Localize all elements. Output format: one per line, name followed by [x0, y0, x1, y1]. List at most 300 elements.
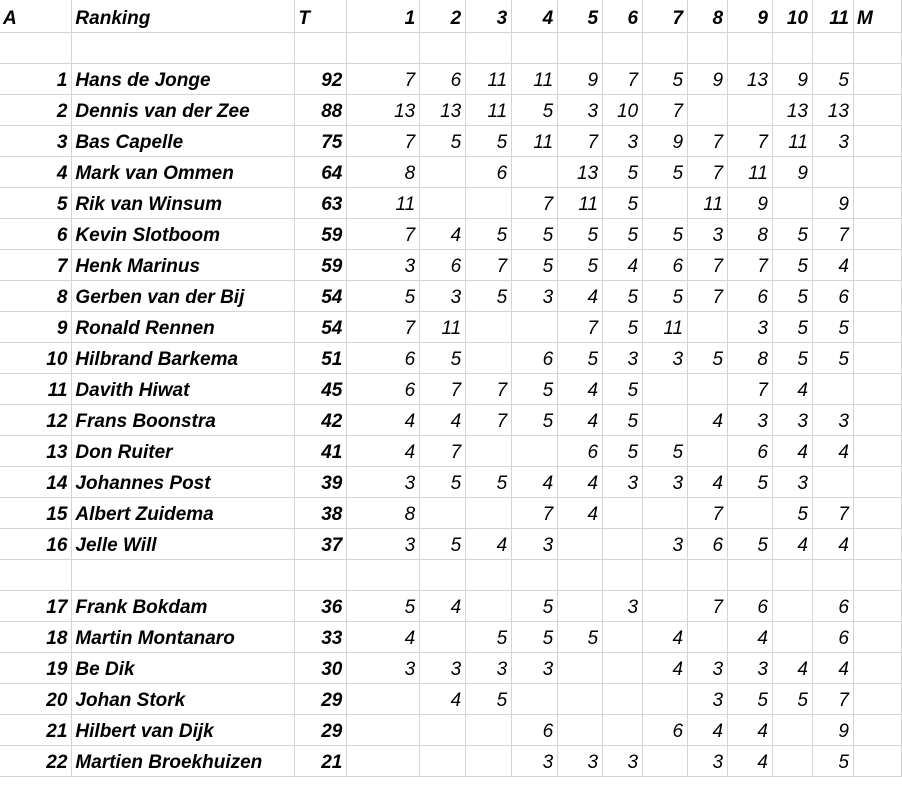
- header-round-cell[interactable]: 1: [347, 0, 420, 32]
- header-rank-cell[interactable]: A: [0, 0, 72, 32]
- round-score-cell[interactable]: [558, 652, 603, 683]
- round-score-cell[interactable]: 5: [466, 280, 512, 311]
- round-score-cell[interactable]: 5: [812, 63, 853, 94]
- round-score-cell[interactable]: 7: [466, 249, 512, 280]
- round-score-cell[interactable]: 5: [773, 249, 813, 280]
- round-score-cell[interactable]: 5: [603, 280, 643, 311]
- round-score-cell[interactable]: 3: [558, 745, 603, 776]
- round-score-cell[interactable]: 3: [347, 652, 420, 683]
- round-score-cell[interactable]: [603, 621, 643, 652]
- total-cell[interactable]: 51: [295, 342, 347, 373]
- round-score-cell[interactable]: 3: [603, 745, 643, 776]
- round-score-cell[interactable]: 5: [512, 249, 558, 280]
- header-round-cell[interactable]: 3: [466, 0, 512, 32]
- round-score-cell[interactable]: [512, 683, 558, 714]
- round-score-cell[interactable]: [603, 497, 643, 528]
- round-score-cell[interactable]: 5: [512, 373, 558, 404]
- total-cell[interactable]: 29: [295, 683, 347, 714]
- empty-cell[interactable]: [773, 559, 813, 590]
- empty-cell[interactable]: [420, 559, 466, 590]
- round-score-cell[interactable]: 4: [347, 621, 420, 652]
- header-round-cell[interactable]: 11: [812, 0, 853, 32]
- round-score-cell[interactable]: 9: [643, 125, 688, 156]
- round-score-cell[interactable]: [643, 683, 688, 714]
- rank-cell[interactable]: 20: [0, 683, 72, 714]
- rank-cell[interactable]: 12: [0, 404, 72, 435]
- empty-cell[interactable]: [812, 559, 853, 590]
- rank-cell[interactable]: 6: [0, 218, 72, 249]
- empty-cell[interactable]: [853, 497, 901, 528]
- empty-cell[interactable]: [853, 466, 901, 497]
- player-name-cell[interactable]: Don Ruiter: [72, 435, 295, 466]
- empty-cell[interactable]: [853, 652, 901, 683]
- round-score-cell[interactable]: 5: [728, 466, 773, 497]
- round-score-cell[interactable]: 7: [466, 373, 512, 404]
- round-score-cell[interactable]: 5: [688, 342, 728, 373]
- total-cell[interactable]: 33: [295, 621, 347, 652]
- round-score-cell[interactable]: [420, 497, 466, 528]
- round-score-cell[interactable]: 4: [688, 404, 728, 435]
- round-score-cell[interactable]: 3: [643, 528, 688, 559]
- round-score-cell[interactable]: 5: [558, 218, 603, 249]
- round-score-cell[interactable]: 13: [773, 94, 813, 125]
- player-name-cell[interactable]: Henk Marinus: [72, 249, 295, 280]
- round-score-cell[interactable]: 4: [558, 466, 603, 497]
- round-score-cell[interactable]: 5: [643, 156, 688, 187]
- round-score-cell[interactable]: [558, 683, 603, 714]
- round-score-cell[interactable]: 4: [347, 435, 420, 466]
- round-score-cell[interactable]: 6: [812, 280, 853, 311]
- round-score-cell[interactable]: [603, 683, 643, 714]
- round-score-cell[interactable]: 11: [512, 63, 558, 94]
- round-score-cell[interactable]: 5: [773, 218, 813, 249]
- header-round-cell[interactable]: 7: [643, 0, 688, 32]
- round-score-cell[interactable]: 5: [603, 156, 643, 187]
- round-score-cell[interactable]: 7: [558, 311, 603, 342]
- round-score-cell[interactable]: 3: [773, 466, 813, 497]
- round-score-cell[interactable]: 7: [728, 125, 773, 156]
- round-score-cell[interactable]: [466, 187, 512, 218]
- round-score-cell[interactable]: 4: [728, 714, 773, 745]
- header-round-cell[interactable]: 8: [688, 0, 728, 32]
- empty-cell[interactable]: [72, 559, 295, 590]
- round-score-cell[interactable]: 4: [558, 280, 603, 311]
- rank-cell[interactable]: 17: [0, 590, 72, 621]
- empty-cell[interactable]: [728, 559, 773, 590]
- total-cell[interactable]: 64: [295, 156, 347, 187]
- header-name-cell[interactable]: Ranking: [72, 0, 295, 32]
- round-score-cell[interactable]: 5: [603, 404, 643, 435]
- player-name-cell[interactable]: Davith Hiwat: [72, 373, 295, 404]
- rank-cell[interactable]: 18: [0, 621, 72, 652]
- round-score-cell[interactable]: 8: [347, 156, 420, 187]
- round-score-cell[interactable]: 4: [773, 435, 813, 466]
- round-score-cell[interactable]: 3: [558, 94, 603, 125]
- total-cell[interactable]: 54: [295, 311, 347, 342]
- empty-cell[interactable]: [688, 32, 728, 63]
- empty-cell[interactable]: [853, 218, 901, 249]
- round-score-cell[interactable]: 11: [466, 63, 512, 94]
- round-score-cell[interactable]: [812, 466, 853, 497]
- round-score-cell[interactable]: 4: [773, 652, 813, 683]
- round-score-cell[interactable]: 4: [466, 528, 512, 559]
- round-score-cell[interactable]: 3: [812, 404, 853, 435]
- round-score-cell[interactable]: 3: [512, 280, 558, 311]
- round-score-cell[interactable]: 6: [512, 342, 558, 373]
- round-score-cell[interactable]: 5: [812, 745, 853, 776]
- total-cell[interactable]: 39: [295, 466, 347, 497]
- round-score-cell[interactable]: 5: [773, 497, 813, 528]
- header-last-cell[interactable]: M: [853, 0, 901, 32]
- round-score-cell[interactable]: [466, 342, 512, 373]
- empty-cell[interactable]: [643, 32, 688, 63]
- round-score-cell[interactable]: 5: [812, 311, 853, 342]
- round-score-cell[interactable]: 7: [688, 590, 728, 621]
- round-score-cell[interactable]: 4: [420, 683, 466, 714]
- round-score-cell[interactable]: [558, 528, 603, 559]
- rank-cell[interactable]: 22: [0, 745, 72, 776]
- round-score-cell[interactable]: [643, 404, 688, 435]
- round-score-cell[interactable]: 5: [643, 63, 688, 94]
- player-name-cell[interactable]: Hilbert van Dijk: [72, 714, 295, 745]
- round-score-cell[interactable]: 4: [558, 373, 603, 404]
- round-score-cell[interactable]: [466, 435, 512, 466]
- empty-cell[interactable]: [853, 125, 901, 156]
- round-score-cell[interactable]: 7: [688, 156, 728, 187]
- round-score-cell[interactable]: [773, 590, 813, 621]
- empty-cell[interactable]: [853, 94, 901, 125]
- round-score-cell[interactable]: 13: [812, 94, 853, 125]
- round-score-cell[interactable]: 5: [512, 404, 558, 435]
- round-score-cell[interactable]: 3: [812, 125, 853, 156]
- player-name-cell[interactable]: Johan Stork: [72, 683, 295, 714]
- round-score-cell[interactable]: 5: [558, 621, 603, 652]
- total-cell[interactable]: 54: [295, 280, 347, 311]
- round-score-cell[interactable]: 4: [643, 621, 688, 652]
- round-score-cell[interactable]: 5: [466, 621, 512, 652]
- round-score-cell[interactable]: [466, 745, 512, 776]
- round-score-cell[interactable]: 7: [603, 63, 643, 94]
- round-score-cell[interactable]: [728, 497, 773, 528]
- round-score-cell[interactable]: 13: [347, 94, 420, 125]
- round-score-cell[interactable]: 4: [812, 249, 853, 280]
- player-name-cell[interactable]: Gerben van der Bij: [72, 280, 295, 311]
- round-score-cell[interactable]: 5: [466, 125, 512, 156]
- empty-cell[interactable]: [72, 32, 295, 63]
- empty-cell[interactable]: [853, 249, 901, 280]
- round-score-cell[interactable]: 5: [420, 125, 466, 156]
- round-score-cell[interactable]: 11: [466, 94, 512, 125]
- player-name-cell[interactable]: Hilbrand Barkema: [72, 342, 295, 373]
- round-score-cell[interactable]: 5: [603, 218, 643, 249]
- round-score-cell[interactable]: 4: [812, 652, 853, 683]
- round-score-cell[interactable]: 4: [812, 435, 853, 466]
- round-score-cell[interactable]: 3: [728, 652, 773, 683]
- round-score-cell[interactable]: 9: [812, 714, 853, 745]
- round-score-cell[interactable]: 11: [728, 156, 773, 187]
- round-score-cell[interactable]: [688, 435, 728, 466]
- round-score-cell[interactable]: 7: [688, 125, 728, 156]
- round-score-cell[interactable]: 7: [812, 218, 853, 249]
- round-score-cell[interactable]: 6: [728, 590, 773, 621]
- round-score-cell[interactable]: [812, 373, 853, 404]
- round-score-cell[interactable]: 3: [420, 652, 466, 683]
- round-score-cell[interactable]: 8: [728, 342, 773, 373]
- empty-cell[interactable]: [643, 559, 688, 590]
- empty-cell[interactable]: [812, 32, 853, 63]
- round-score-cell[interactable]: 4: [558, 404, 603, 435]
- round-score-cell[interactable]: 5: [347, 590, 420, 621]
- round-score-cell[interactable]: 5: [603, 187, 643, 218]
- round-score-cell[interactable]: [773, 187, 813, 218]
- round-score-cell[interactable]: 4: [773, 528, 813, 559]
- empty-cell[interactable]: [295, 559, 347, 590]
- round-score-cell[interactable]: [466, 497, 512, 528]
- round-score-cell[interactable]: 10: [603, 94, 643, 125]
- rank-cell[interactable]: 11: [0, 373, 72, 404]
- round-score-cell[interactable]: 13: [728, 63, 773, 94]
- header-round-cell[interactable]: 6: [603, 0, 643, 32]
- round-score-cell[interactable]: 5: [728, 528, 773, 559]
- round-score-cell[interactable]: [728, 94, 773, 125]
- rank-cell[interactable]: 5: [0, 187, 72, 218]
- rank-cell[interactable]: 16: [0, 528, 72, 559]
- empty-cell[interactable]: [512, 32, 558, 63]
- round-score-cell[interactable]: 6: [812, 621, 853, 652]
- round-score-cell[interactable]: 7: [688, 280, 728, 311]
- round-score-cell[interactable]: 6: [728, 435, 773, 466]
- round-score-cell[interactable]: 5: [603, 311, 643, 342]
- rank-cell[interactable]: 4: [0, 156, 72, 187]
- empty-cell[interactable]: [420, 32, 466, 63]
- header-round-cell[interactable]: 5: [558, 0, 603, 32]
- round-score-cell[interactable]: 7: [728, 249, 773, 280]
- round-score-cell[interactable]: 4: [773, 373, 813, 404]
- round-score-cell[interactable]: 6: [728, 280, 773, 311]
- round-score-cell[interactable]: 3: [603, 466, 643, 497]
- round-score-cell[interactable]: 3: [603, 342, 643, 373]
- player-name-cell[interactable]: Dennis van der Zee: [72, 94, 295, 125]
- round-score-cell[interactable]: [773, 714, 813, 745]
- round-score-cell[interactable]: 7: [688, 249, 728, 280]
- round-score-cell[interactable]: 4: [688, 714, 728, 745]
- total-cell[interactable]: 45: [295, 373, 347, 404]
- empty-cell[interactable]: [603, 32, 643, 63]
- rank-cell[interactable]: 10: [0, 342, 72, 373]
- round-score-cell[interactable]: 4: [347, 404, 420, 435]
- round-score-cell[interactable]: 3: [603, 590, 643, 621]
- empty-cell[interactable]: [853, 590, 901, 621]
- player-name-cell[interactable]: Be Dik: [72, 652, 295, 683]
- round-score-cell[interactable]: 11: [688, 187, 728, 218]
- total-cell[interactable]: 41: [295, 435, 347, 466]
- player-name-cell[interactable]: Hans de Jonge: [72, 63, 295, 94]
- round-score-cell[interactable]: 9: [812, 187, 853, 218]
- empty-cell[interactable]: [558, 559, 603, 590]
- empty-cell[interactable]: [853, 404, 901, 435]
- total-cell[interactable]: 21: [295, 745, 347, 776]
- round-score-cell[interactable]: 6: [643, 249, 688, 280]
- round-score-cell[interactable]: 5: [558, 342, 603, 373]
- rank-cell[interactable]: 9: [0, 311, 72, 342]
- empty-cell[interactable]: [853, 683, 901, 714]
- round-score-cell[interactable]: 5: [643, 435, 688, 466]
- round-score-cell[interactable]: [347, 683, 420, 714]
- empty-cell[interactable]: [347, 559, 420, 590]
- empty-cell[interactable]: [688, 559, 728, 590]
- round-score-cell[interactable]: 5: [512, 590, 558, 621]
- round-score-cell[interactable]: 9: [773, 156, 813, 187]
- round-score-cell[interactable]: 11: [347, 187, 420, 218]
- round-score-cell[interactable]: 3: [512, 652, 558, 683]
- empty-cell[interactable]: [0, 559, 72, 590]
- round-score-cell[interactable]: 3: [420, 280, 466, 311]
- round-score-cell[interactable]: [812, 156, 853, 187]
- header-round-cell[interactable]: 2: [420, 0, 466, 32]
- empty-cell[interactable]: [853, 32, 901, 63]
- round-score-cell[interactable]: 6: [420, 63, 466, 94]
- round-score-cell[interactable]: 5: [466, 466, 512, 497]
- round-score-cell[interactable]: 3: [688, 652, 728, 683]
- round-score-cell[interactable]: 5: [728, 683, 773, 714]
- round-score-cell[interactable]: 7: [688, 497, 728, 528]
- round-score-cell[interactable]: [420, 156, 466, 187]
- round-score-cell[interactable]: 5: [420, 342, 466, 373]
- round-score-cell[interactable]: 9: [728, 187, 773, 218]
- round-score-cell[interactable]: 3: [688, 218, 728, 249]
- total-cell[interactable]: 37: [295, 528, 347, 559]
- empty-cell[interactable]: [853, 745, 901, 776]
- round-score-cell[interactable]: 7: [347, 63, 420, 94]
- total-cell[interactable]: 63: [295, 187, 347, 218]
- total-cell[interactable]: 29: [295, 714, 347, 745]
- round-score-cell[interactable]: [420, 714, 466, 745]
- rank-cell[interactable]: 7: [0, 249, 72, 280]
- round-score-cell[interactable]: 3: [688, 745, 728, 776]
- empty-cell[interactable]: [853, 311, 901, 342]
- round-score-cell[interactable]: 7: [347, 218, 420, 249]
- empty-cell[interactable]: [728, 32, 773, 63]
- round-score-cell[interactable]: [420, 745, 466, 776]
- round-score-cell[interactable]: [688, 94, 728, 125]
- total-cell[interactable]: 92: [295, 63, 347, 94]
- round-score-cell[interactable]: 4: [812, 528, 853, 559]
- round-score-cell[interactable]: 3: [512, 745, 558, 776]
- round-score-cell[interactable]: 5: [512, 621, 558, 652]
- round-score-cell[interactable]: 11: [773, 125, 813, 156]
- round-score-cell[interactable]: 6: [347, 373, 420, 404]
- round-score-cell[interactable]: 6: [643, 714, 688, 745]
- player-name-cell[interactable]: Rik van Winsum: [72, 187, 295, 218]
- round-score-cell[interactable]: 4: [643, 652, 688, 683]
- round-score-cell[interactable]: [347, 745, 420, 776]
- round-score-cell[interactable]: [466, 714, 512, 745]
- header-total-cell[interactable]: T: [295, 0, 347, 32]
- round-score-cell[interactable]: [512, 156, 558, 187]
- rank-cell[interactable]: 14: [0, 466, 72, 497]
- empty-cell[interactable]: [853, 342, 901, 373]
- round-score-cell[interactable]: 5: [603, 373, 643, 404]
- player-name-cell[interactable]: Martin Montanaro: [72, 621, 295, 652]
- round-score-cell[interactable]: 3: [728, 404, 773, 435]
- player-name-cell[interactable]: Albert Zuidema: [72, 497, 295, 528]
- round-score-cell[interactable]: 6: [512, 714, 558, 745]
- empty-cell[interactable]: [853, 63, 901, 94]
- round-score-cell[interactable]: 3: [347, 528, 420, 559]
- round-score-cell[interactable]: 9: [688, 63, 728, 94]
- empty-cell[interactable]: [853, 621, 901, 652]
- total-cell[interactable]: 30: [295, 652, 347, 683]
- header-round-cell[interactable]: 9: [728, 0, 773, 32]
- round-score-cell[interactable]: [603, 714, 643, 745]
- empty-cell[interactable]: [466, 32, 512, 63]
- round-score-cell[interactable]: 7: [466, 404, 512, 435]
- empty-cell[interactable]: [853, 714, 901, 745]
- empty-cell[interactable]: [347, 32, 420, 63]
- total-cell[interactable]: 88: [295, 94, 347, 125]
- total-cell[interactable]: 36: [295, 590, 347, 621]
- round-score-cell[interactable]: 4: [420, 590, 466, 621]
- round-score-cell[interactable]: 7: [812, 497, 853, 528]
- round-score-cell[interactable]: 5: [466, 218, 512, 249]
- round-score-cell[interactable]: [512, 311, 558, 342]
- rank-cell[interactable]: 3: [0, 125, 72, 156]
- player-name-cell[interactable]: Frank Bokdam: [72, 590, 295, 621]
- empty-cell[interactable]: [853, 156, 901, 187]
- round-score-cell[interactable]: 13: [558, 156, 603, 187]
- round-score-cell[interactable]: [773, 745, 813, 776]
- player-name-cell[interactable]: Martien Broekhuizen: [72, 745, 295, 776]
- round-score-cell[interactable]: 11: [558, 187, 603, 218]
- round-score-cell[interactable]: 7: [512, 497, 558, 528]
- round-score-cell[interactable]: 6: [420, 249, 466, 280]
- empty-cell[interactable]: [853, 280, 901, 311]
- empty-cell[interactable]: [853, 435, 901, 466]
- total-cell[interactable]: 42: [295, 404, 347, 435]
- round-score-cell[interactable]: 3: [603, 125, 643, 156]
- empty-cell[interactable]: [603, 559, 643, 590]
- empty-cell[interactable]: [466, 559, 512, 590]
- round-score-cell[interactable]: 5: [512, 94, 558, 125]
- player-name-cell[interactable]: Ronald Rennen: [72, 311, 295, 342]
- player-name-cell[interactable]: Kevin Slotboom: [72, 218, 295, 249]
- empty-cell[interactable]: [558, 32, 603, 63]
- empty-cell[interactable]: [853, 559, 901, 590]
- round-score-cell[interactable]: 5: [812, 342, 853, 373]
- round-score-cell[interactable]: 6: [347, 342, 420, 373]
- round-score-cell[interactable]: 8: [728, 218, 773, 249]
- round-score-cell[interactable]: 5: [420, 466, 466, 497]
- round-score-cell[interactable]: 6: [688, 528, 728, 559]
- round-score-cell[interactable]: 4: [728, 621, 773, 652]
- round-score-cell[interactable]: [420, 621, 466, 652]
- round-score-cell[interactable]: [420, 187, 466, 218]
- player-name-cell[interactable]: Frans Boonstra: [72, 404, 295, 435]
- round-score-cell[interactable]: 3: [347, 466, 420, 497]
- player-name-cell[interactable]: Jelle Will: [72, 528, 295, 559]
- round-score-cell[interactable]: 6: [558, 435, 603, 466]
- round-score-cell[interactable]: [603, 528, 643, 559]
- round-score-cell[interactable]: 5: [773, 683, 813, 714]
- empty-cell[interactable]: [0, 32, 72, 63]
- empty-cell[interactable]: [295, 32, 347, 63]
- round-score-cell[interactable]: 11: [420, 311, 466, 342]
- round-score-cell[interactable]: 7: [728, 373, 773, 404]
- total-cell[interactable]: 75: [295, 125, 347, 156]
- player-name-cell[interactable]: Mark van Ommen: [72, 156, 295, 187]
- total-cell[interactable]: 59: [295, 249, 347, 280]
- round-score-cell[interactable]: [466, 311, 512, 342]
